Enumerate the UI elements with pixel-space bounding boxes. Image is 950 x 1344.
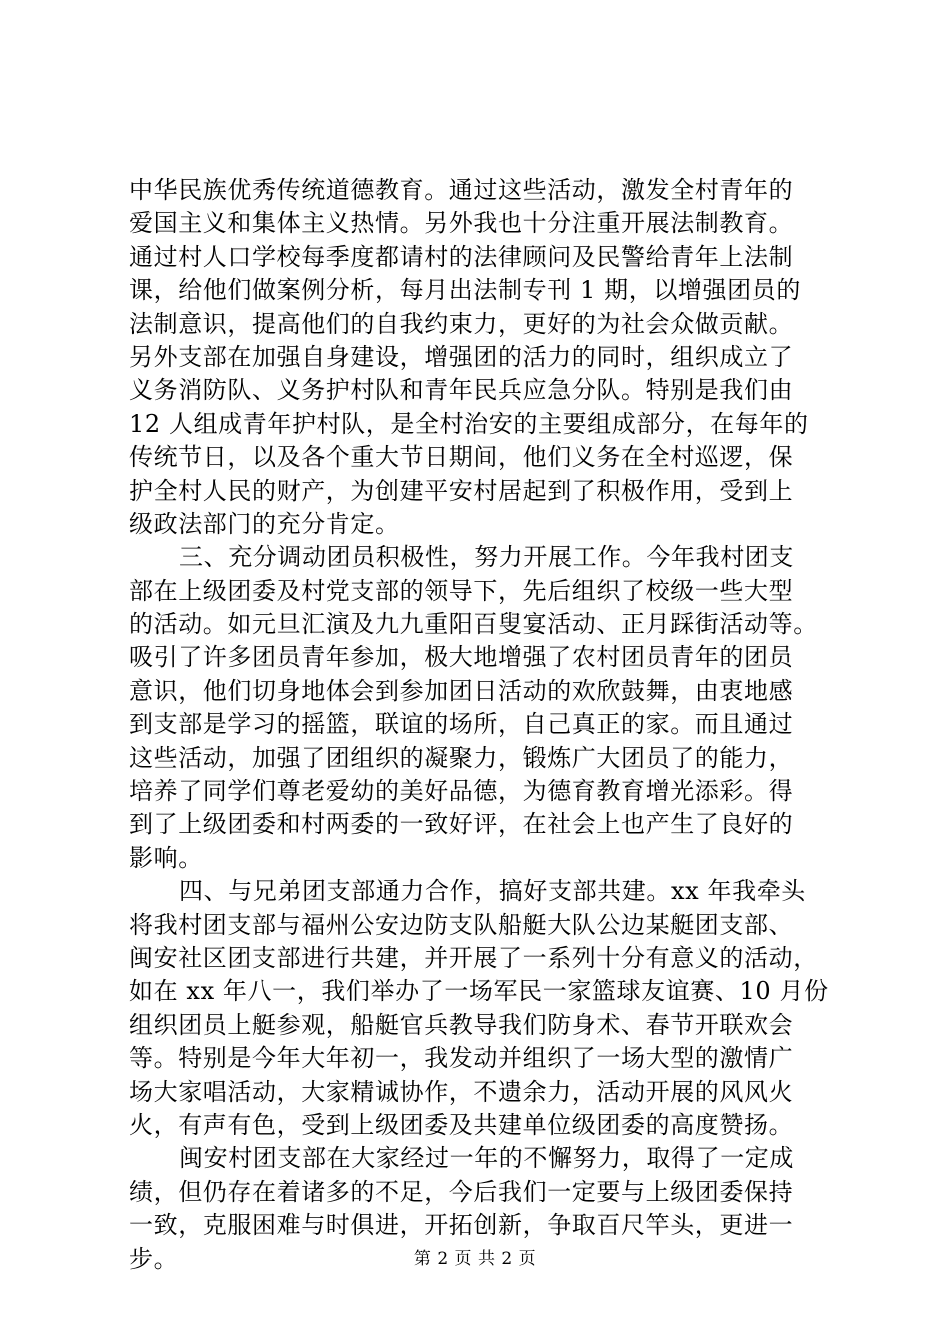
- text-line: 绩，但仍存在着诸多的不足，今后我们一定要与上级团委保持: [129, 1177, 794, 1206]
- text-line: 部在上级团委及村党支部的领导下，先后组织了校级一些大型: [129, 576, 794, 605]
- document-body: [129, 174, 849, 1276]
- text-line: 组织团员上艇参观，船艇官兵教导我们防身术、春节开联欢会: [129, 1010, 794, 1039]
- text-line: 义务消防队、义务护村队和青年民兵应急分队。特别是我们由: [129, 376, 794, 405]
- page-footer: [0, 1244, 950, 1269]
- text-line: 到了上级团委和村两委的一致好评，在社会上也产生了良好的: [129, 810, 794, 839]
- text-line: 的活动。如元旦汇演及九九重阳百叟宴活动、正月踩街活动等。: [129, 610, 818, 639]
- text-line: 法制意识，提高他们的自我约束力，更好的为社会众做贡献。: [129, 309, 794, 338]
- page-number: 第 2 页 共 2 页: [413, 1249, 537, 1269]
- text-line: 步。: [129, 1244, 179, 1273]
- text-line: 培养了同学们尊老爱幼的美好品德，为德育教育增光添彩。得: [129, 777, 794, 806]
- text-line: 这些活动，加强了团组织的凝聚力，锻炼广大团员了的能力，: [129, 743, 794, 772]
- text-line: 意识，他们切身地体会到参加团日活动的欢欣鼓舞，由衷地感: [129, 676, 794, 705]
- text-line: 通过村人口学校每季度都请村的法律顾问及民警给青年上法制: [129, 242, 794, 271]
- text-line: 到支部是学习的摇篮，联谊的场所，自己真正的家。而且通过: [129, 710, 794, 739]
- text-line: 等。特别是今年大年初一，我发动并组织了一场大型的激情广: [129, 1044, 794, 1073]
- text-line: 12 人组成青年护村队，是全村治安的主要组成部分，在每年的: [129, 409, 809, 438]
- text-line: 级政法部门的充分肯定。: [129, 509, 400, 538]
- text-line: 另外支部在加强自身建设，增强团的活力的同时，组织成立了: [129, 342, 794, 371]
- paragraph-start-line: 闽安村团支部在大家经过一年的不懈努力，取得了一定成: [179, 1144, 794, 1173]
- paragraph-start-line: 三、充分调动团员积极性，努力开展工作。今年我村团支: [179, 543, 794, 572]
- text-line: 闽安社区团支部进行共建，并开展了一系列十分有意义的活动，: [129, 943, 818, 972]
- text-line: 一致，克服困难与时俱进，开拓创新，争取百尺竿头，更进一: [129, 1211, 794, 1240]
- paragraph-start-line: 四、与兄弟团支部通力合作，搞好支部共建。xx 年我牵头: [179, 877, 806, 906]
- text-line: 吸引了许多团员青年参加，极大地增强了农村团员青年的团员: [129, 643, 794, 672]
- text-line: 场大家唱活动，大家精诚协作，不遗余力，活动开展的风风火: [129, 1077, 794, 1106]
- text-line: 护全村人民的财产，为创建平安村居起到了积极作用，受到上: [129, 476, 794, 505]
- text-line: 课，给他们做案例分析，每月出法制专刊 1 期，以增强团员的: [129, 276, 801, 305]
- text-line: 传统节日，以及各个重大节日期间，他们义务在全村巡逻，保: [129, 443, 794, 472]
- text-line: 影响。: [129, 843, 203, 872]
- text-line: 爱国主义和集体主义热情。另外我也十分注重开展法制教育。: [129, 209, 794, 238]
- text-line: 如在 xx 年八一，我们举办了一场军民一家篮球友谊赛、10 月份: [129, 977, 829, 1006]
- text-line: 火，有声有色，受到上级团委及共建单位级团委的高度赞扬。: [129, 1110, 794, 1139]
- text-line: 中华民族优秀传统道德教育。通过这些活动，激发全村青年的: [129, 176, 794, 204]
- text-line: 将我村团支部与福州公安边防支队船艇大队公边某艇团支部、: [129, 910, 794, 939]
